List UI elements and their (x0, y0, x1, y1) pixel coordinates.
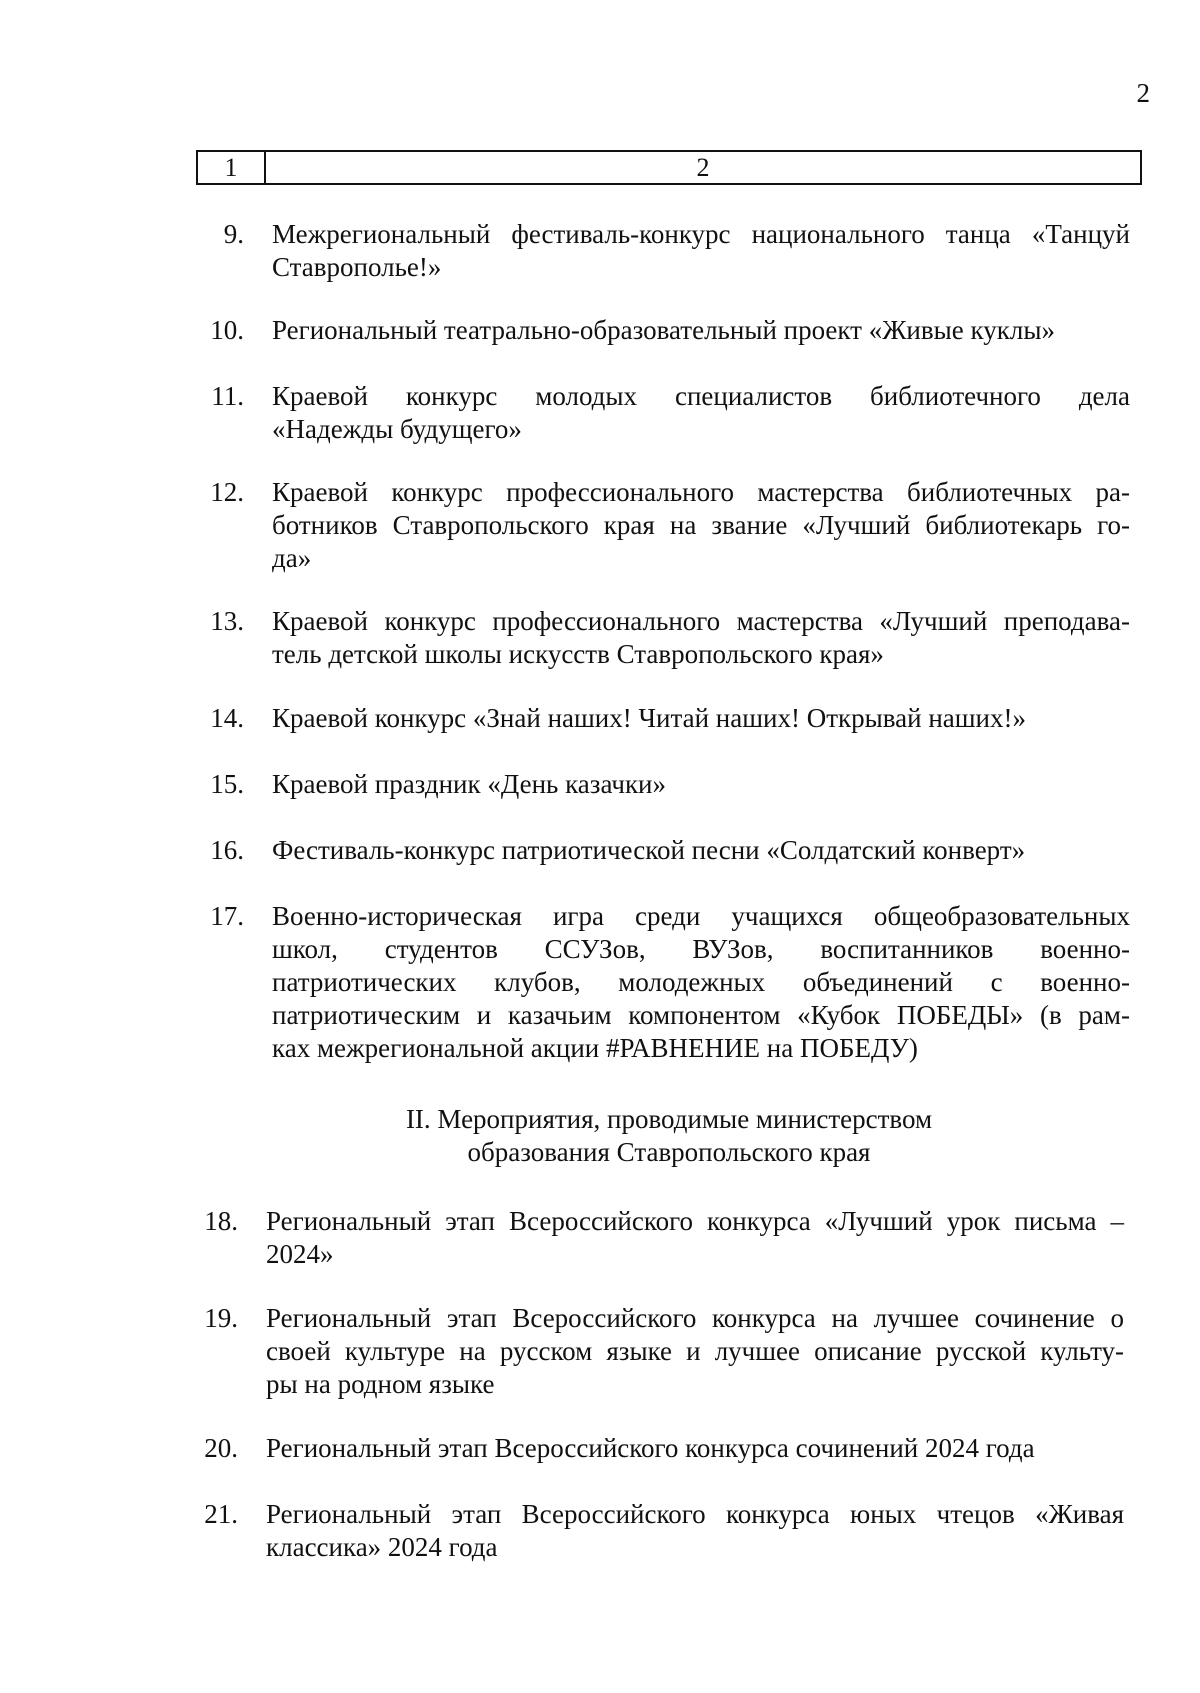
item-number: 15. (210, 769, 244, 799)
item-text (272, 605, 1130, 671)
item-line: Краевой конкурс молодых специалистов библиотечного дела (272, 381, 1130, 411)
item-text (272, 476, 1130, 575)
item-number: 20. (204, 1433, 238, 1463)
item-text (272, 218, 1130, 284)
item-line: Военно-историческая игра среди учащихся общеобразовательных (272, 901, 1130, 931)
item-text (272, 314, 1130, 347)
item-number: 11. (211, 381, 244, 411)
section-heading-line-2: образования Ставропольского края (467, 1137, 871, 1167)
item-line: Краевой праздник «День казачки» (272, 769, 667, 799)
item-line: классика» 2024 года (266, 1532, 498, 1562)
item-number: 13. (210, 606, 244, 636)
item-line: Ставрополье!» (272, 252, 442, 282)
item-text (272, 768, 1130, 801)
item-line: ры на родном языке (266, 1369, 495, 1399)
item-line: патриотических клубов, молодежных объединений с военно- (272, 967, 1130, 997)
item-text (272, 702, 1130, 735)
item-line: да» (272, 543, 312, 573)
item-line: ботников Ставропольского края на звание «Лучший библиотекарь го- (272, 510, 1130, 540)
item-text (266, 1498, 1124, 1564)
item-number: 10. (210, 315, 244, 345)
page-number: 2 (1136, 78, 1150, 108)
item-line: Краевой конкурс «Знай наших! Читай наших! Открывай наших!» (272, 703, 1026, 733)
column-header-1: 1 (198, 152, 266, 183)
item-line: Фестиваль-конкурс патриотической песни «Солдатский конверт» (272, 835, 1026, 865)
item-number: 9. (223, 219, 244, 249)
item-line: Краевой конкурс профессионального мастерства библиотечных ра- (272, 477, 1130, 507)
item-number: 12. (210, 477, 244, 507)
item-number: 21. (204, 1499, 238, 1529)
item-line: школ, студентов ССУЗов, ВУЗов, воспитанников военно- (272, 934, 1130, 964)
item-text (272, 900, 1130, 1065)
item-text (266, 1432, 1124, 1465)
section-heading (196, 1103, 1142, 1169)
item-text (266, 1302, 1124, 1401)
column-header-2: 2 (696, 153, 710, 182)
item-text (272, 834, 1130, 867)
item-text (272, 380, 1130, 446)
item-number: 17. (210, 901, 244, 931)
item-line: Региональный этап Всероссийского конкурса сочинений 2024 года (266, 1433, 1035, 1463)
item-line: ках межрегиональной акции #РАВНЕНИЕ на ПОБЕДУ) (272, 1033, 918, 1063)
section-heading-line-1: II. Мероприятия, проводимые министерством (405, 1104, 933, 1134)
item-number: 18. (204, 1206, 238, 1236)
item-line: Региональный этап Всероссийского конкурса на лучшее сочинение о (266, 1303, 1124, 1333)
column-header-table (196, 150, 1142, 185)
item-line: 2024» (266, 1239, 334, 1269)
item-line: тель детской школы искусств Ставропольского края» (272, 639, 884, 669)
item-line: Региональный этап Всероссийского конкурса «Лучший урок письма – (266, 1206, 1124, 1236)
item-line: патриотическим и казачьим компонентом «Кубок ПОБЕДЫ» (в рам- (272, 1000, 1130, 1030)
item-number: 19. (204, 1303, 238, 1333)
item-text (266, 1205, 1124, 1271)
item-number: 14. (210, 703, 244, 733)
item-line: своей культуре на русском языке и лучшее описание русской культу- (266, 1336, 1124, 1366)
item-number: 16. (210, 835, 244, 865)
item-line: Межрегиональный фестиваль-конкурс национального танца «Танцуй (272, 219, 1130, 249)
item-line: Краевой конкурс профессионального мастерства «Лучший преподава- (272, 606, 1130, 636)
item-line: Региональный театрально-образовательный проект «Живые куклы» (272, 315, 1055, 345)
item-line: Региональный этап Всероссийского конкурса юных чтецов «Живая (266, 1499, 1124, 1529)
item-line: «Надежды будущего» (272, 414, 522, 444)
